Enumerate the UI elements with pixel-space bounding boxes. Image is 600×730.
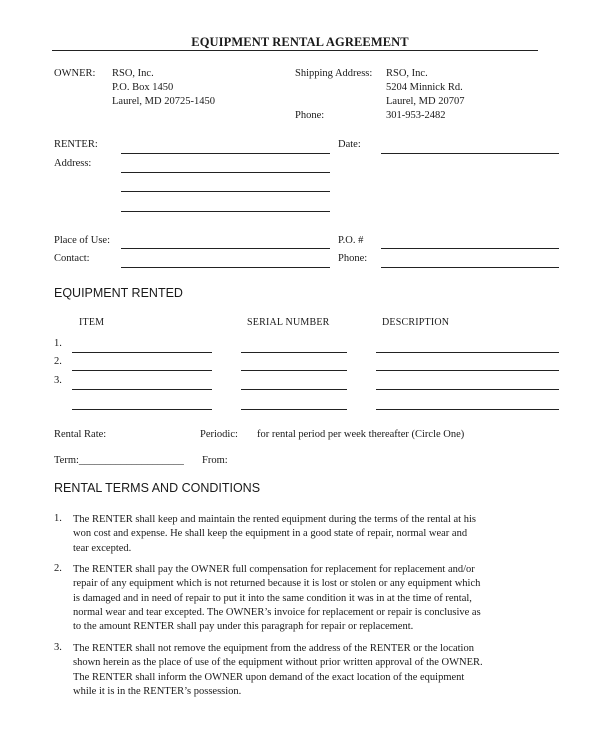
- address-field-line2[interactable]: [121, 191, 330, 192]
- description-field[interactable]: [376, 409, 559, 410]
- row-number: 3.: [54, 375, 62, 386]
- contact-label: Contact:: [54, 253, 90, 264]
- serial-number-field[interactable]: [241, 352, 347, 353]
- renter-label: RENTER:: [54, 139, 98, 150]
- shipping-label: Shipping Address:: [295, 68, 373, 79]
- term-number: 3.: [54, 642, 62, 653]
- periodic-label: Periodic:: [200, 429, 238, 440]
- place-of-use-label: Place of Use:: [54, 235, 110, 246]
- from-label: From:: [202, 455, 228, 466]
- shipping-phone: 301-953-2482: [386, 110, 446, 121]
- place-of-use-field[interactable]: [121, 248, 330, 249]
- contact-field[interactable]: [121, 267, 330, 268]
- description-field[interactable]: [376, 352, 559, 353]
- term-line: shown herein as the place of use of the equipment without prior written approval of the OWNER.: [73, 657, 483, 669]
- term-line: repair of any equipment which is not returned because it is lost or stolen or any equipment which: [73, 578, 481, 590]
- term-line: normal wear and tear excepted. The OWNER’s invoice for replacement or repair is conclusive as: [73, 606, 481, 618]
- owner-name: RSO, Inc.: [112, 68, 154, 79]
- shipping-name: RSO, Inc.: [386, 68, 428, 79]
- renter-phone-field[interactable]: [381, 267, 559, 268]
- term-number: 1.: [54, 513, 62, 524]
- term-line: The RENTER shall inform the OWNER upon demand of the exact location of the equipment: [73, 671, 465, 683]
- column-header-description: DESCRIPTION: [382, 317, 450, 328]
- rental-rate-label: Rental Rate:: [54, 429, 107, 440]
- owner-label: OWNER:: [54, 68, 96, 79]
- row-number: 2.: [54, 356, 62, 367]
- date-field[interactable]: [381, 153, 559, 154]
- date-label: Date:: [338, 139, 361, 150]
- term-line: The RENTER shall pay the OWNER full compensation for replacement for replacement and/or: [73, 564, 475, 575]
- shipping-phone-label: Phone:: [295, 110, 325, 121]
- term-paragraph: [73, 513, 543, 556]
- periodic-text: for rental period per week thereafter (Circle One): [257, 429, 465, 440]
- serial-number-field[interactable]: [241, 389, 347, 390]
- serial-number-field[interactable]: [241, 370, 347, 371]
- serial-number-field[interactable]: [241, 409, 347, 410]
- document-title: EQUIPMENT RENTAL AGREEMENT: [191, 35, 409, 49]
- owner-address-line1: P.O. Box 1450: [112, 82, 174, 93]
- owner-address-line2: Laurel, MD 20725-1450: [112, 96, 215, 107]
- column-header-item: ITEM: [79, 317, 105, 328]
- item-field[interactable]: [72, 352, 212, 353]
- shipping-address-line2: Laurel, MD 20707: [386, 96, 465, 107]
- term-line: is damaged and in need of repair to put it into the same condition it was in at the time of rental,: [73, 592, 472, 604]
- term-paragraph: [73, 642, 543, 699]
- address-field-line3[interactable]: [121, 211, 330, 212]
- address-field-line1[interactable]: [121, 172, 330, 173]
- term-line: tear excepted.: [73, 542, 132, 554]
- description-field[interactable]: [376, 389, 559, 390]
- shipping-address-line1: 5204 Minnick Rd.: [386, 82, 463, 93]
- term-line: won cost and expense. He shall keep the equipment in a good state of repair, normal wear and: [73, 528, 468, 540]
- term-line: to the amount RENTER shall pay under this paragraph for repair or replacement.: [73, 621, 414, 633]
- term-line: The RENTER shall keep and maintain the rented equipment during the terms of the rental at his: [73, 514, 476, 525]
- item-field[interactable]: [72, 370, 212, 371]
- item-field[interactable]: [72, 409, 212, 410]
- item-field[interactable]: [72, 389, 212, 390]
- term-line: The RENTER shall not remove the equipment from the address of the RENTER or the location: [73, 643, 474, 654]
- renter-phone-label: Phone:: [338, 253, 368, 264]
- column-header-serial-number: SERIAL NUMBER: [247, 317, 330, 328]
- address-label: Address:: [54, 158, 92, 169]
- renter-field[interactable]: [121, 153, 330, 154]
- term-paragraph: [73, 563, 543, 634]
- terms-heading: RENTAL TERMS AND CONDITIONS: [54, 481, 261, 495]
- equipment-rented-heading: EQUIPMENT RENTED: [54, 286, 183, 300]
- term-line: while it is in the RENTER’s possession.: [73, 685, 242, 697]
- po-number-field[interactable]: [381, 248, 559, 249]
- po-number-label: P.O. #: [338, 235, 364, 246]
- title-rule: [52, 50, 538, 51]
- row-number: 1.: [54, 338, 62, 349]
- term-label[interactable]: Term:____________________: [54, 455, 184, 466]
- description-field[interactable]: [376, 370, 559, 371]
- term-number: 2.: [54, 563, 62, 574]
